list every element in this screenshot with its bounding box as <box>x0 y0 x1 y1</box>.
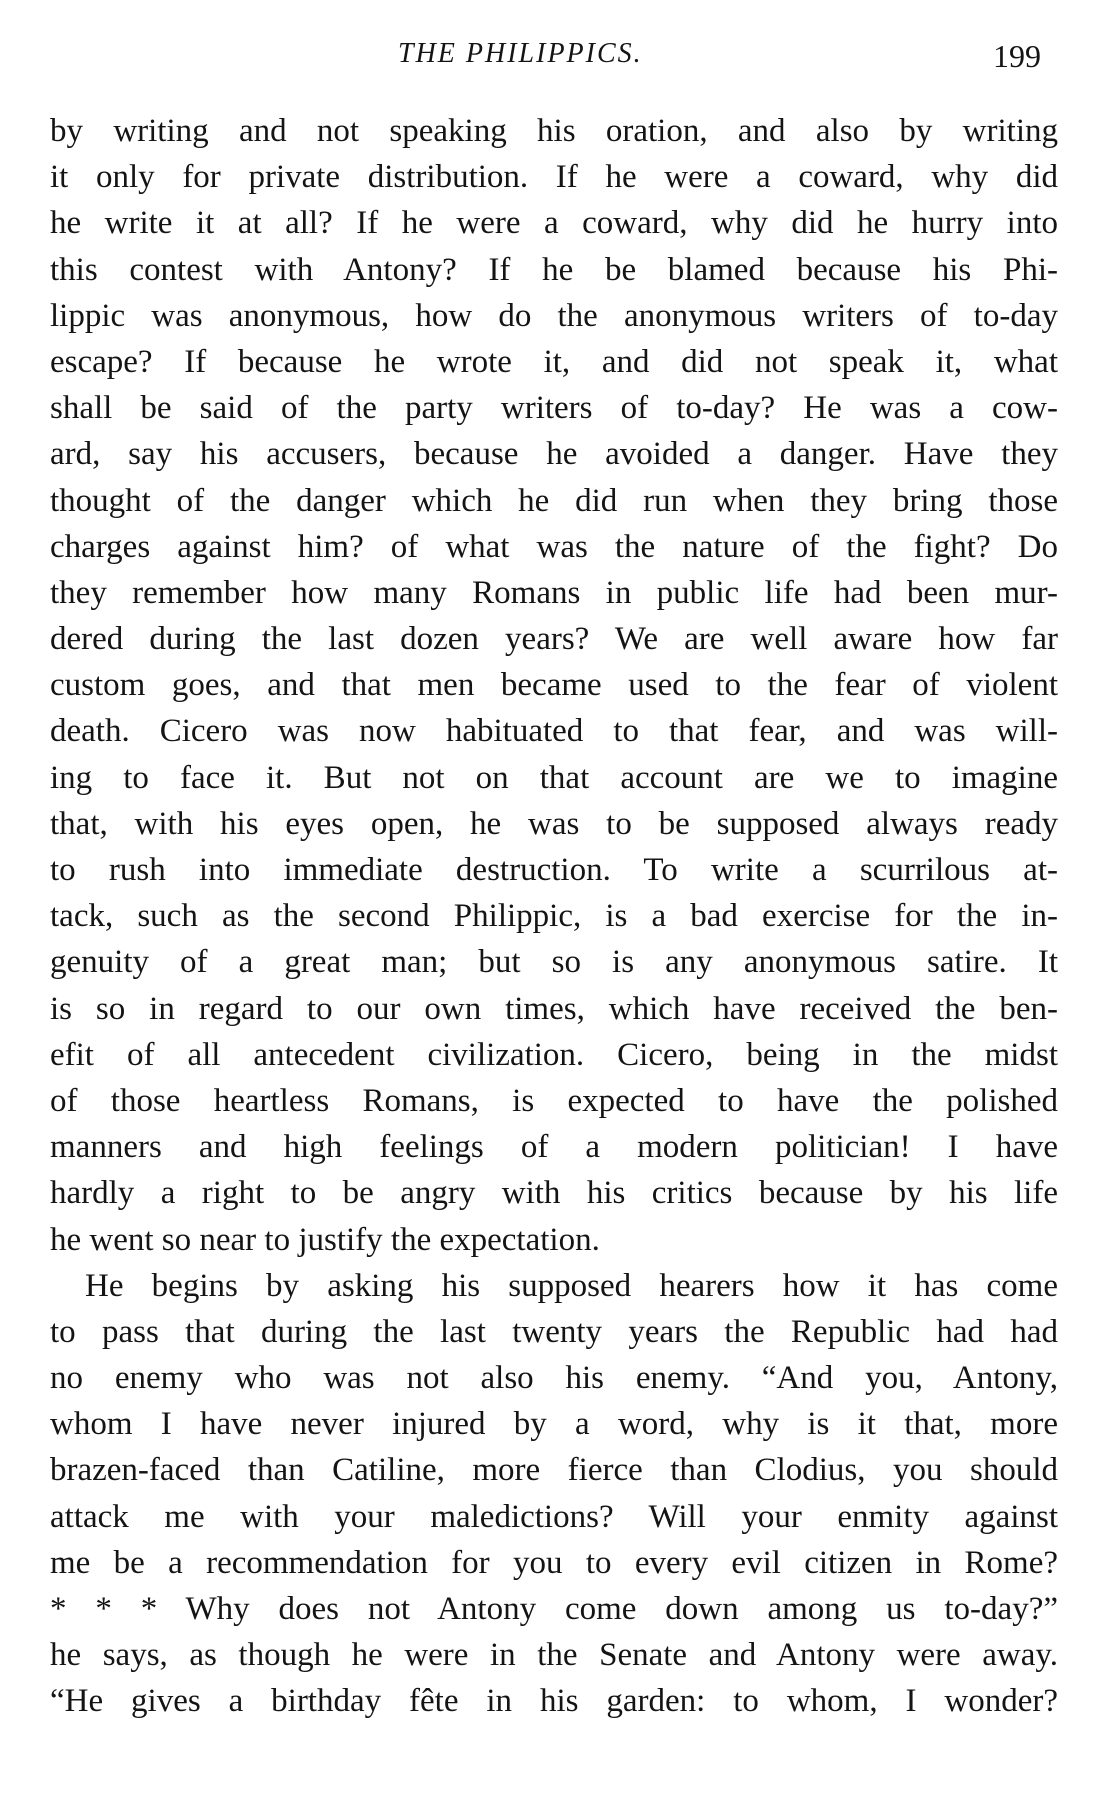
text-line: shall be said of the party writers of to-day? He was a cow- <box>50 390 1058 427</box>
body-text <box>50 108 1058 1725</box>
text-line: “He gives a birthday fête in his garden: to whom, I wonder? <box>50 1683 1058 1720</box>
text-line: ing to face it. But not on that account are we to imagine <box>50 759 1058 796</box>
text-line: he write it at all? If he were a coward, why did he hurry into <box>50 205 1058 242</box>
text-line: charges against him? of what was the nature of the fight? Do <box>50 528 1058 565</box>
text-line: no enemy who was not also his enemy. “And you, Antony, <box>50 1360 1058 1397</box>
text-line: is so in regard to our own times, which have received the ben- <box>50 990 1058 1027</box>
text-line: * * * Why does not Antony come down among us to-day?” <box>50 1591 1058 1627</box>
page-number: 199 <box>993 38 1041 74</box>
text-line: thought of the danger which he did run when they bring those <box>50 482 1058 519</box>
text-line: it only for private distribution. If he were a coward, why did <box>50 159 1058 196</box>
text-line: genuity of a great man; but so is any anonymous satire. It <box>50 944 1058 981</box>
text-line: to rush into immediate destruction. To write a scurrilous at- <box>50 852 1058 888</box>
text-line: death. Cicero was now habituated to that fear, and was will- <box>50 713 1058 750</box>
paragraph-2 <box>50 1263 1058 1725</box>
text-line: of those heartless Romans, is expected to have the polished <box>50 1082 1058 1119</box>
text-line: escape? If because he wrote it, and did not speak it, what <box>50 343 1058 380</box>
text-line: brazen-faced than Catiline, more fierce than Clodius, you should <box>50 1452 1058 1489</box>
text-line: attack me with your maledictions? Will your enmity against <box>50 1498 1058 1535</box>
running-title: THE PHILIPPICS. <box>398 38 643 69</box>
text-line: they remember how many Romans in public life had been mur- <box>50 574 1058 611</box>
running-head <box>0 38 1105 78</box>
text-line: dered during the last dozen years? We are well aware how far <box>50 621 1058 658</box>
text-line: that, with his eyes open, he was to be supposed always ready <box>50 805 1058 842</box>
text-line: to pass that during the last twenty years the Republic had had <box>50 1313 1058 1350</box>
text-line: me be a recommendation for you to every evil citizen in Rome? <box>50 1544 1058 1581</box>
text-line: ard, say his accusers, because he avoided a danger. Have they <box>50 436 1058 473</box>
text-line: custom goes, and that men became used to the fear of violent <box>50 667 1058 704</box>
text-line: by writing and not speaking his oration, and also by writing <box>50 113 1058 149</box>
text-line: manners and high feelings of a modern politician! I have <box>50 1129 1058 1166</box>
text-line: hardly a right to be angry with his critics because by his life <box>50 1175 1058 1212</box>
text-line: tack, such as the second Philippic, is a bad exercise for the in- <box>50 898 1058 935</box>
text-line: whom I have never injured by a word, why is it that, more <box>50 1406 1058 1443</box>
paragraph-1 <box>50 108 1058 1263</box>
text-line: He begins by asking his supposed hearers how it has come <box>85 1267 1058 1304</box>
text-line: lippic was anonymous, how do the anonymous writers of to-day <box>50 297 1058 334</box>
text-line: this contest with Antony? If he be blamed because his Phi- <box>50 251 1058 288</box>
text-line: he says, as though he were in the Senate and Antony were away. <box>50 1637 1058 1674</box>
text-line: he went so near to justify the expectation. <box>50 1221 600 1258</box>
text-line: efit of all antecedent civilization. Cicero, being in the midst <box>50 1036 1058 1073</box>
